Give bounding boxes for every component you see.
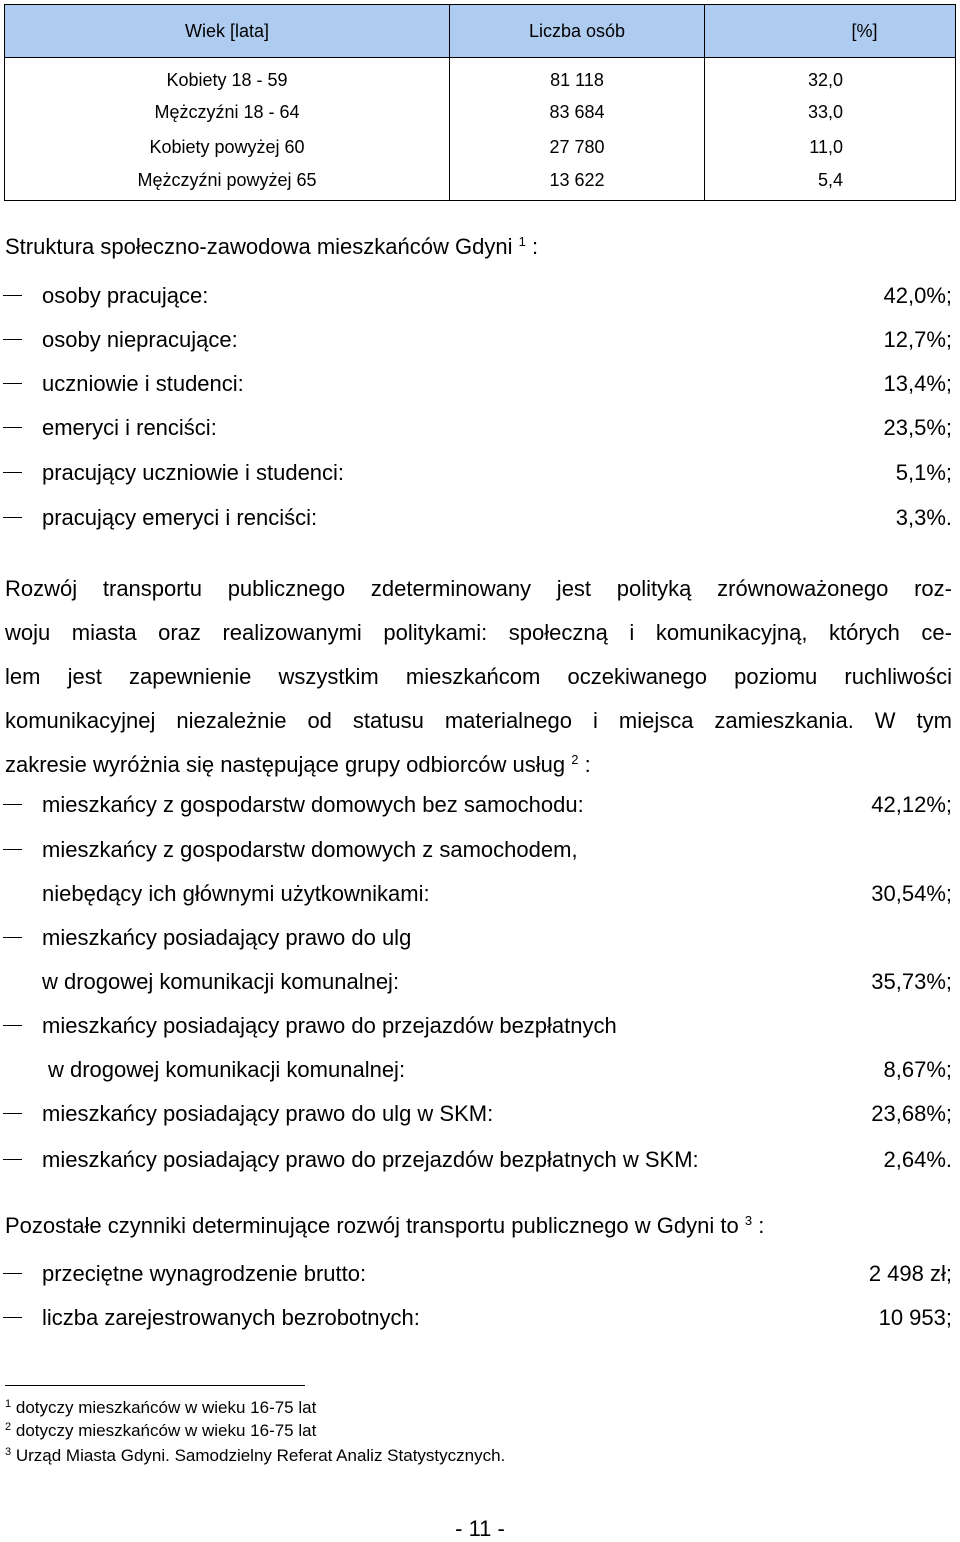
list-item — [0, 371, 952, 397]
cell-count: 13 622 — [450, 165, 705, 201]
item-label-line2: w drogowej komunikacji komunalnej: — [48, 1057, 406, 1082]
footnote-number: 1 — [5, 1398, 12, 1410]
item-label: pracujący uczniowie i studenci: — [42, 460, 345, 485]
list-item — [0, 1305, 952, 1331]
item-value: 8,67%; — [883, 1057, 952, 1082]
structure-heading-text: Struktura społeczno-zawodowa mieszkańców Gdyni — [5, 234, 513, 259]
item-label: osoby pracujące: — [42, 283, 209, 308]
item-value: 12,7%; — [883, 327, 952, 352]
dash-bullet — [3, 937, 22, 938]
item-value: 23,68%; — [871, 1101, 952, 1126]
item-value: 13,4%; — [883, 371, 952, 396]
item-value: 10 953; — [878, 1305, 952, 1330]
dash-bullet — [3, 1025, 22, 1026]
structure-heading — [5, 236, 538, 258]
footnote-number: 3 — [5, 1446, 12, 1458]
footnote-text: Urząd Miasta Gdyni. Samodzielny Referat Analiz Statystycznych. — [15, 1446, 506, 1465]
cell-age: Kobiety 18 - 59 — [5, 58, 450, 96]
heading-colon: : — [531, 234, 539, 259]
dash-bullet — [3, 1159, 22, 1160]
header-count: Liczba osób — [450, 5, 705, 58]
item-label-line2: w drogowej komunikacji komunalnej: — [42, 969, 400, 994]
list-item — [0, 327, 952, 353]
list-item — [0, 1147, 952, 1173]
body-paragraph — [5, 567, 952, 787]
paragraph-last-line — [5, 743, 952, 787]
age-structure-table — [4, 4, 956, 201]
cell-age: Kobiety powyżej 60 — [5, 130, 450, 165]
footnote — [5, 1421, 316, 1441]
item-value: 2,64%. — [883, 1147, 952, 1172]
item-label: liczba zarejestrowanych bezrobotnych: — [42, 1305, 420, 1330]
footnote-ref: 3 — [744, 1213, 753, 1228]
dash-bullet — [3, 339, 22, 340]
cell-count: 81 118 — [450, 58, 705, 96]
line-colon: : — [584, 752, 591, 777]
dash-bullet — [3, 472, 22, 473]
item-label: pracujący emeryci i renciści: — [42, 505, 318, 530]
cell-percent: 32,0 — [705, 58, 956, 96]
footnote-separator — [5, 1385, 305, 1386]
cell-percent: 5,4 — [705, 165, 956, 201]
table-row — [5, 95, 956, 130]
dash-bullet — [3, 295, 22, 296]
table-row — [5, 130, 956, 165]
list-item — [0, 505, 952, 531]
cell-age: Mężczyźni powyżej 65 — [5, 165, 450, 201]
footnote — [5, 1398, 316, 1418]
footnote-text: dotyczy mieszkańców w wieku 16-75 lat — [15, 1398, 317, 1417]
item-label: mieszkańcy posiadający prawo do przejazdów bezpłatnych w SKM: — [42, 1147, 699, 1172]
list-item — [0, 792, 952, 818]
list-item — [0, 925, 952, 951]
item-label: uczniowie i studenci: — [42, 371, 244, 396]
item-label: osoby niepracujące: — [42, 327, 238, 352]
footnote-number: 2 — [5, 1421, 12, 1433]
footnote-ref: 1 — [518, 234, 526, 249]
footnote-text: dotyczy mieszkańców w wieku 16-75 lat — [15, 1421, 317, 1440]
list-item — [0, 283, 952, 309]
item-value: 35,73%; — [871, 969, 952, 994]
item-label: mieszkańcy z gospodarstw domowych bez samochodu: — [42, 792, 584, 817]
table-header-row — [5, 5, 956, 58]
factors-heading-text: Pozostałe czynniki determinujące rozwój transportu publicznego w Gdyni to — [5, 1213, 739, 1238]
list-item — [0, 415, 952, 441]
dash-bullet — [3, 804, 22, 805]
dash-bullet — [3, 1317, 22, 1318]
dash-bullet — [3, 517, 22, 518]
paragraph-line-text: zakresie wyróżnia się następujące grupy odbiorców usług — [5, 752, 566, 777]
footnote — [5, 1446, 505, 1466]
item-value: 23,5%; — [883, 415, 952, 440]
list-item — [0, 837, 952, 863]
item-value: 42,0%; — [883, 283, 952, 308]
cell-count: 27 780 — [450, 130, 705, 165]
item-value: 42,12%; — [871, 792, 952, 817]
list-item-continuation — [0, 1057, 952, 1083]
header-age: Wiek [lata] — [5, 5, 450, 58]
list-item — [0, 460, 952, 486]
item-label: emeryci i renciści: — [42, 415, 217, 440]
cell-count: 83 684 — [450, 95, 705, 130]
cell-percent: 33,0 — [705, 95, 956, 130]
footnote-ref: 2 — [571, 752, 579, 767]
table-row — [5, 165, 956, 201]
item-label: przeciętne wynagrodzenie brutto: — [42, 1261, 367, 1286]
item-label-line2: niebędący ich głównymi użytkownikami: — [42, 881, 430, 906]
paragraph-line: Rozwój transportu publicznego zdeterminowany jest polityką zrównoważonego roz- — [5, 576, 952, 601]
factors-heading — [5, 1215, 764, 1237]
dash-bullet — [3, 427, 22, 428]
paragraph-line: woju miasta oraz realizowanymi politykami: społeczną i komunikacyjną, których ce- — [5, 620, 952, 645]
list-item — [0, 1261, 952, 1287]
list-item — [0, 1101, 952, 1127]
heading-colon: : — [758, 1213, 765, 1238]
dash-bullet — [3, 383, 22, 384]
item-label: mieszkańcy posiadający prawo do ulg — [42, 925, 412, 950]
list-item-continuation — [0, 969, 952, 995]
page-number: - 11 - — [455, 1516, 505, 1541]
table-row — [5, 58, 956, 96]
item-label: mieszkańcy posiadający prawo do ulg w SKM: — [42, 1101, 494, 1126]
paragraph-line: lem jest zapewnienie wszystkim mieszkańcom oczekiwanego poziomu ruchliwości — [5, 664, 952, 689]
cell-percent: 11,0 — [705, 130, 956, 165]
item-value: 2 498 zł; — [868, 1261, 952, 1286]
dash-bullet — [3, 849, 22, 850]
item-label: mieszkańcy z gospodarstw domowych z samochodem, — [42, 837, 578, 862]
item-value: 5,1%; — [895, 460, 952, 485]
item-value: 30,54%; — [871, 881, 952, 906]
dash-bullet — [3, 1273, 22, 1274]
item-label: mieszkańcy posiadający prawo do przejazdów bezpłatnych — [42, 1013, 617, 1038]
header-percent: [%] — [705, 5, 956, 58]
item-value: 3,3%. — [895, 505, 952, 530]
cell-age: Mężczyźni 18 - 64 — [5, 95, 450, 130]
paragraph-line: komunikacyjnej niezależnie od statusu materialnego i miejsca zamieszkania. W tym — [5, 708, 952, 733]
dash-bullet — [3, 1113, 22, 1114]
list-item-continuation — [0, 881, 952, 907]
list-item — [0, 1013, 952, 1039]
